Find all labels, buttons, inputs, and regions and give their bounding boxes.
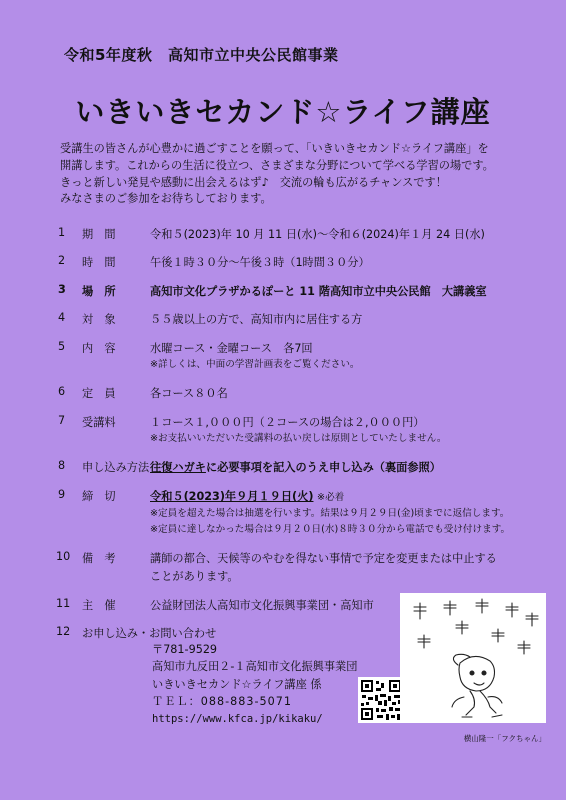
- intro-line: みなさまのご参加をお待ちしております。: [60, 192, 272, 206]
- item-number: 9: [58, 488, 66, 501]
- item-label: 内 容: [82, 342, 116, 355]
- item-value: 公益財団法人高知市文化振興事業団・高知市: [150, 599, 374, 612]
- item-label: 対 象: [82, 313, 116, 326]
- item-number: 7: [58, 414, 66, 427]
- item-note: ※定員を超えた場合は抽選を行います。結果は９月２９日(金)頃までに返信します。: [150, 508, 510, 519]
- intro-text: [60, 141, 540, 208]
- qr-code-image: [358, 677, 404, 723]
- item-value: 各コース８０名: [150, 387, 228, 400]
- item-value: 水曜コース・金曜コース 各7回: [150, 342, 313, 355]
- required-arrival: ※必着: [317, 492, 345, 503]
- item-number: 5: [58, 340, 66, 353]
- item-label: 時 間: [82, 256, 116, 269]
- qr-code[interactable]: [358, 677, 404, 723]
- item-label: 申し込み方法: [82, 461, 150, 474]
- item-note: ※お支払いいただいた受講料の払い戻しは原則としていたしません。: [150, 433, 447, 444]
- header-subtitle: 令和5年度秋 高知市立中央公民館事業: [64, 46, 339, 64]
- contact-details: [152, 641, 357, 728]
- item-number: 6: [58, 385, 66, 398]
- item-note: ※詳しくは、中面の学習計画表をご覧ください。: [150, 359, 360, 370]
- item-number: 11: [56, 597, 71, 610]
- item-number: 10: [56, 550, 71, 563]
- item-label: 場 所: [82, 285, 116, 298]
- item-number: 1: [58, 226, 66, 239]
- item-value: ことがあります。: [150, 570, 239, 583]
- deadline-date: 令和５(2023)年９月１９日(火): [150, 490, 314, 503]
- item-number: 8: [58, 459, 66, 472]
- intro-line: きっと新しい発見や感動に出会えるはず♪ 交流の輪も広がるチャンスです！: [60, 175, 447, 189]
- item-number: 2: [58, 254, 66, 267]
- item-value: 高知市文化プラザかるぽーと 11 階高知市立中央公民館 大講義室: [150, 285, 487, 298]
- dragonfly-icon: [414, 599, 538, 654]
- boy-figure: [452, 654, 502, 717]
- website-link[interactable]: https://www.kfca.jp/kikaku/: [152, 712, 323, 725]
- item-value: に必要事項を記入のうえ申し込み（裏面参照）: [205, 461, 441, 474]
- intro-line: 受講生の皆さんが心豊かに過ごすことを願って、「いきいきセカンド☆ライフ講座」を: [60, 142, 489, 155]
- item-label: 定 員: [82, 387, 116, 400]
- item-label: 備 考: [82, 552, 116, 565]
- address: 高知市九反田２-１高知市文化振興事業団: [152, 660, 358, 674]
- item-label: 主 催: [82, 599, 116, 612]
- dragonflies-boy-drawing: [400, 593, 546, 723]
- item-value: １コース１,０００円（２コースの場合は２,０００円）: [150, 416, 425, 429]
- item-number: 4: [58, 311, 66, 324]
- postal-code: 〒781-9529: [152, 643, 218, 656]
- item-label: 受講料: [82, 416, 116, 429]
- department: いきいきセカンド☆ライフ講座 係: [152, 677, 322, 691]
- illustration-caption: 横山隆一「フクちゃん」: [463, 734, 546, 743]
- page-title: いきいきセカンド☆ライフ講座: [75, 95, 491, 129]
- item-number: 12: [56, 625, 71, 638]
- phone-number: ＴＥＬ：088-883-5071: [152, 695, 293, 709]
- item-value: 令和５(2023)年 10 月 11 日(水)～令和６(2024)年１月 24 日(水): [150, 228, 485, 241]
- item-value: 講師の都合、天候等のやむを得ない事情で予定を変更または中止する: [150, 552, 497, 565]
- fukuchan-illustration: [400, 593, 546, 723]
- item-note: ※定員に達しなかった場合は９月２０日(水)８時３０分から電話でも受け付けます。: [150, 524, 511, 535]
- item-label: お申し込み・お問い合わせ: [82, 627, 217, 640]
- item-label: 締 切: [82, 490, 116, 503]
- postcard-emphasis: 往復ハガキ: [150, 461, 206, 474]
- item-number: 3: [58, 283, 66, 296]
- item-value: 午後１時３０分～午後３時（1時間３０分）: [150, 256, 370, 269]
- item-value: ５５歳以上の方で、高知市内に居住する方: [150, 313, 363, 326]
- intro-line: 開講します。これからの生活に役立つ、さまざまな分野について学べる学習の場です。: [60, 158, 494, 172]
- item-label: 期 間: [82, 228, 116, 241]
